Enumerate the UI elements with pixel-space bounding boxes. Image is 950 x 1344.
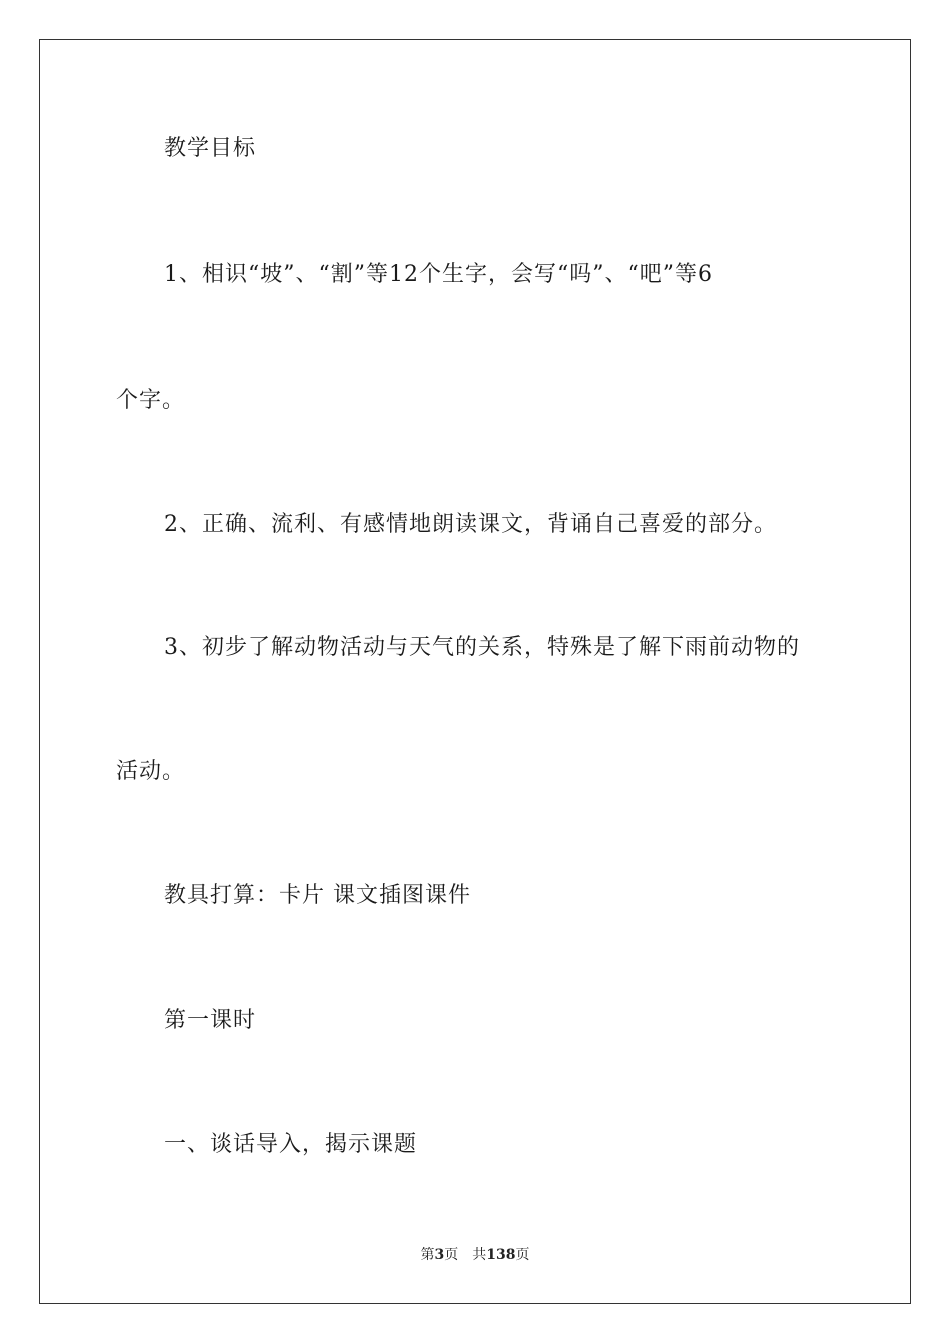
footer-total-pages: 138 <box>486 1247 516 1263</box>
footer-page-prefix: 第 <box>420 1247 435 1263</box>
lesson-one-heading: 第一课时 <box>164 1008 257 1033</box>
footer-total-suffix: 页 <box>515 1247 530 1263</box>
teaching-aids: 教具打算：卡片 课文插图课件 <box>164 883 471 908</box>
footer-total-prefix: 共 <box>472 1247 487 1263</box>
page-frame <box>39 39 911 1304</box>
goal-2: 2、正确、流利、有感情地朗读课文，背诵自己喜爱的部分。 <box>164 512 777 537</box>
page-footer <box>0 1246 950 1264</box>
goal-3-line-2: 活动。 <box>116 759 186 784</box>
goal-1-line-2: 个字。 <box>116 388 186 413</box>
footer-page-number: 3 <box>434 1247 445 1263</box>
footer-page-suffix: 页 <box>444 1247 459 1263</box>
goal-3-line-1: 3、初步了解动物活动与天气的关系，特殊是了解下雨前动物的 <box>164 635 800 660</box>
goal-1-line-1: 1、相识“坡”、“割”等12个生字，会写“吗”、“吧”等6 <box>164 262 713 287</box>
heading-teaching-goals: 教学目标 <box>164 136 257 161</box>
section-one-heading: 一、谈话导入，揭示课题 <box>164 1132 418 1157</box>
